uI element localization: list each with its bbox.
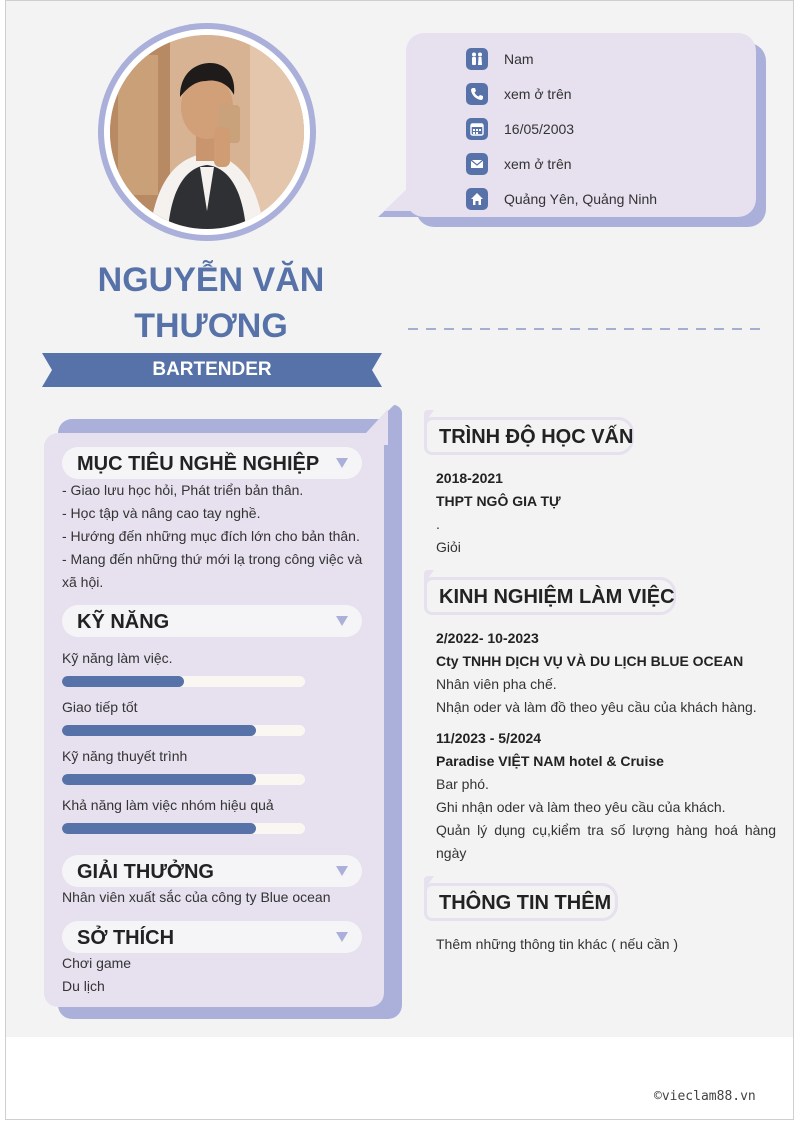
skill-bar-fill [62,676,184,687]
experience-header [424,577,676,615]
skill-label: Kỹ năng làm việc. [62,650,173,666]
job-period: 11/2023 - 5/2024 [436,730,542,746]
skill-bar-fill [62,725,256,736]
job-position: Bar phó. [436,776,489,792]
home-icon [466,188,488,210]
job-description: Quản lý dụng cụ,kiểm tra số lượng hàng hoá hàng ngày [436,822,776,861]
calendar-icon [466,118,488,140]
experience-job-2 [436,727,776,865]
contact-phone: xem ở trên [504,85,572,102]
experience-title: KINH NGHIỆM LÀM VIỆC [439,586,675,608]
skill-bar-fill [62,774,256,785]
objective-title: MỤC TIÊU NGHỀ NGHIỆP [77,453,320,475]
name-line-1: NGUYỄN VĂN [97,261,325,299]
skill-label: Giao tiếp tốt [62,699,138,715]
objective-line: - Hướng đến những mục đích lớn cho bản thân. [62,528,360,544]
contact-email: xem ở trên [504,155,572,172]
job-position: Nhân viên pha chế. [436,676,557,692]
awards-text: Nhân viên xuất sắc của công ty Blue ocean [62,889,331,905]
hobbies-header [62,921,362,953]
objective-line: - Giao lưu học hỏi, Phát triển bản thân. [62,482,304,498]
email-icon [466,153,488,175]
education-period: 2018-2021 [436,470,503,486]
cv-page [5,0,794,1120]
objective-line: - Học tập và nâng cao tay nghề. [62,505,261,521]
avatar [110,35,304,229]
name-line-2: THƯƠNG [134,307,288,345]
awards-title: GIẢI THƯỞNG [77,861,214,883]
education-school: THPT NGÔ GIA TỰ [436,493,561,509]
objective-line: - Mang đến những thứ mới lạ trong công việc và [62,551,363,567]
objective-text [62,479,372,594]
cv-paper [6,1,793,1037]
skill-bar [62,823,305,834]
contact-birthday: 16/05/2003 [504,120,575,137]
hobbies-list [62,952,131,998]
caret-down-icon [336,866,348,876]
skill-bar-fill [62,823,256,834]
dashed-divider [408,317,766,319]
job-title: BARTENDER [152,359,272,380]
education-header [424,417,634,455]
caret-down-icon [336,616,348,626]
job-description: Ghi nhận oder và làm theo yêu cầu của khách. [436,799,726,815]
objective-line: xã hội. [62,574,104,590]
job-period: 2/2022- 10-2023 [436,630,539,646]
job-company: Cty TNHH DỊCH VỤ VÀ DU LỊCH BLUE OCEAN [436,653,744,669]
hobby-item: Chơi game [62,955,132,971]
objective-header [62,447,362,479]
education-major: . [436,516,440,532]
caret-down-icon [336,932,348,942]
contact-row-phone [466,76,756,111]
phone-icon [466,83,488,105]
job-company: Paradise VIỆT NAM hotel & Cruise [436,753,664,769]
skill-bar [62,725,305,736]
job-description: Nhận oder và làm đồ theo yêu cầu của khách hàng. [436,699,757,715]
avatar-frame [98,23,316,241]
skill-bar [62,774,305,785]
watermark: ©vieclam88.vn [654,1089,756,1104]
skills-title: KỸ NĂNG [77,611,170,633]
contact-row-address [466,181,756,216]
contact-row-gender [466,41,756,76]
contact-row-email [466,146,756,181]
contact-list [466,41,756,216]
role-ribbon [42,353,382,387]
experience-job-1 [436,627,776,719]
awards-header [62,855,362,887]
contact-gender: Nam [504,50,534,67]
contact-row-birthday [466,111,756,146]
contact-address: Quảng Yên, Quảng Ninh [504,190,658,207]
caret-down-icon [336,458,348,468]
extra-info-title: THÔNG TIN THÊM [439,892,612,914]
extra-info-header [424,883,618,921]
skill-label: Kỹ năng thuyết trình [62,748,188,764]
hobby-item: Du lịch [62,978,105,994]
education-title: TRÌNH ĐỘ HỌC VẤN [439,426,634,448]
education-body [436,467,776,559]
extra-info-text: Thêm những thông tin khác ( nếu cần ) [436,936,679,952]
candidate-name [46,257,376,349]
education-grade: Giỏi [436,539,461,555]
gender-icon [466,48,488,70]
skill-label: Khả năng làm việc nhóm hiệu quả [62,797,274,813]
skill-bar [62,676,305,687]
hobbies-title: SỞ THÍCH [77,927,175,949]
skills-header [62,605,362,637]
